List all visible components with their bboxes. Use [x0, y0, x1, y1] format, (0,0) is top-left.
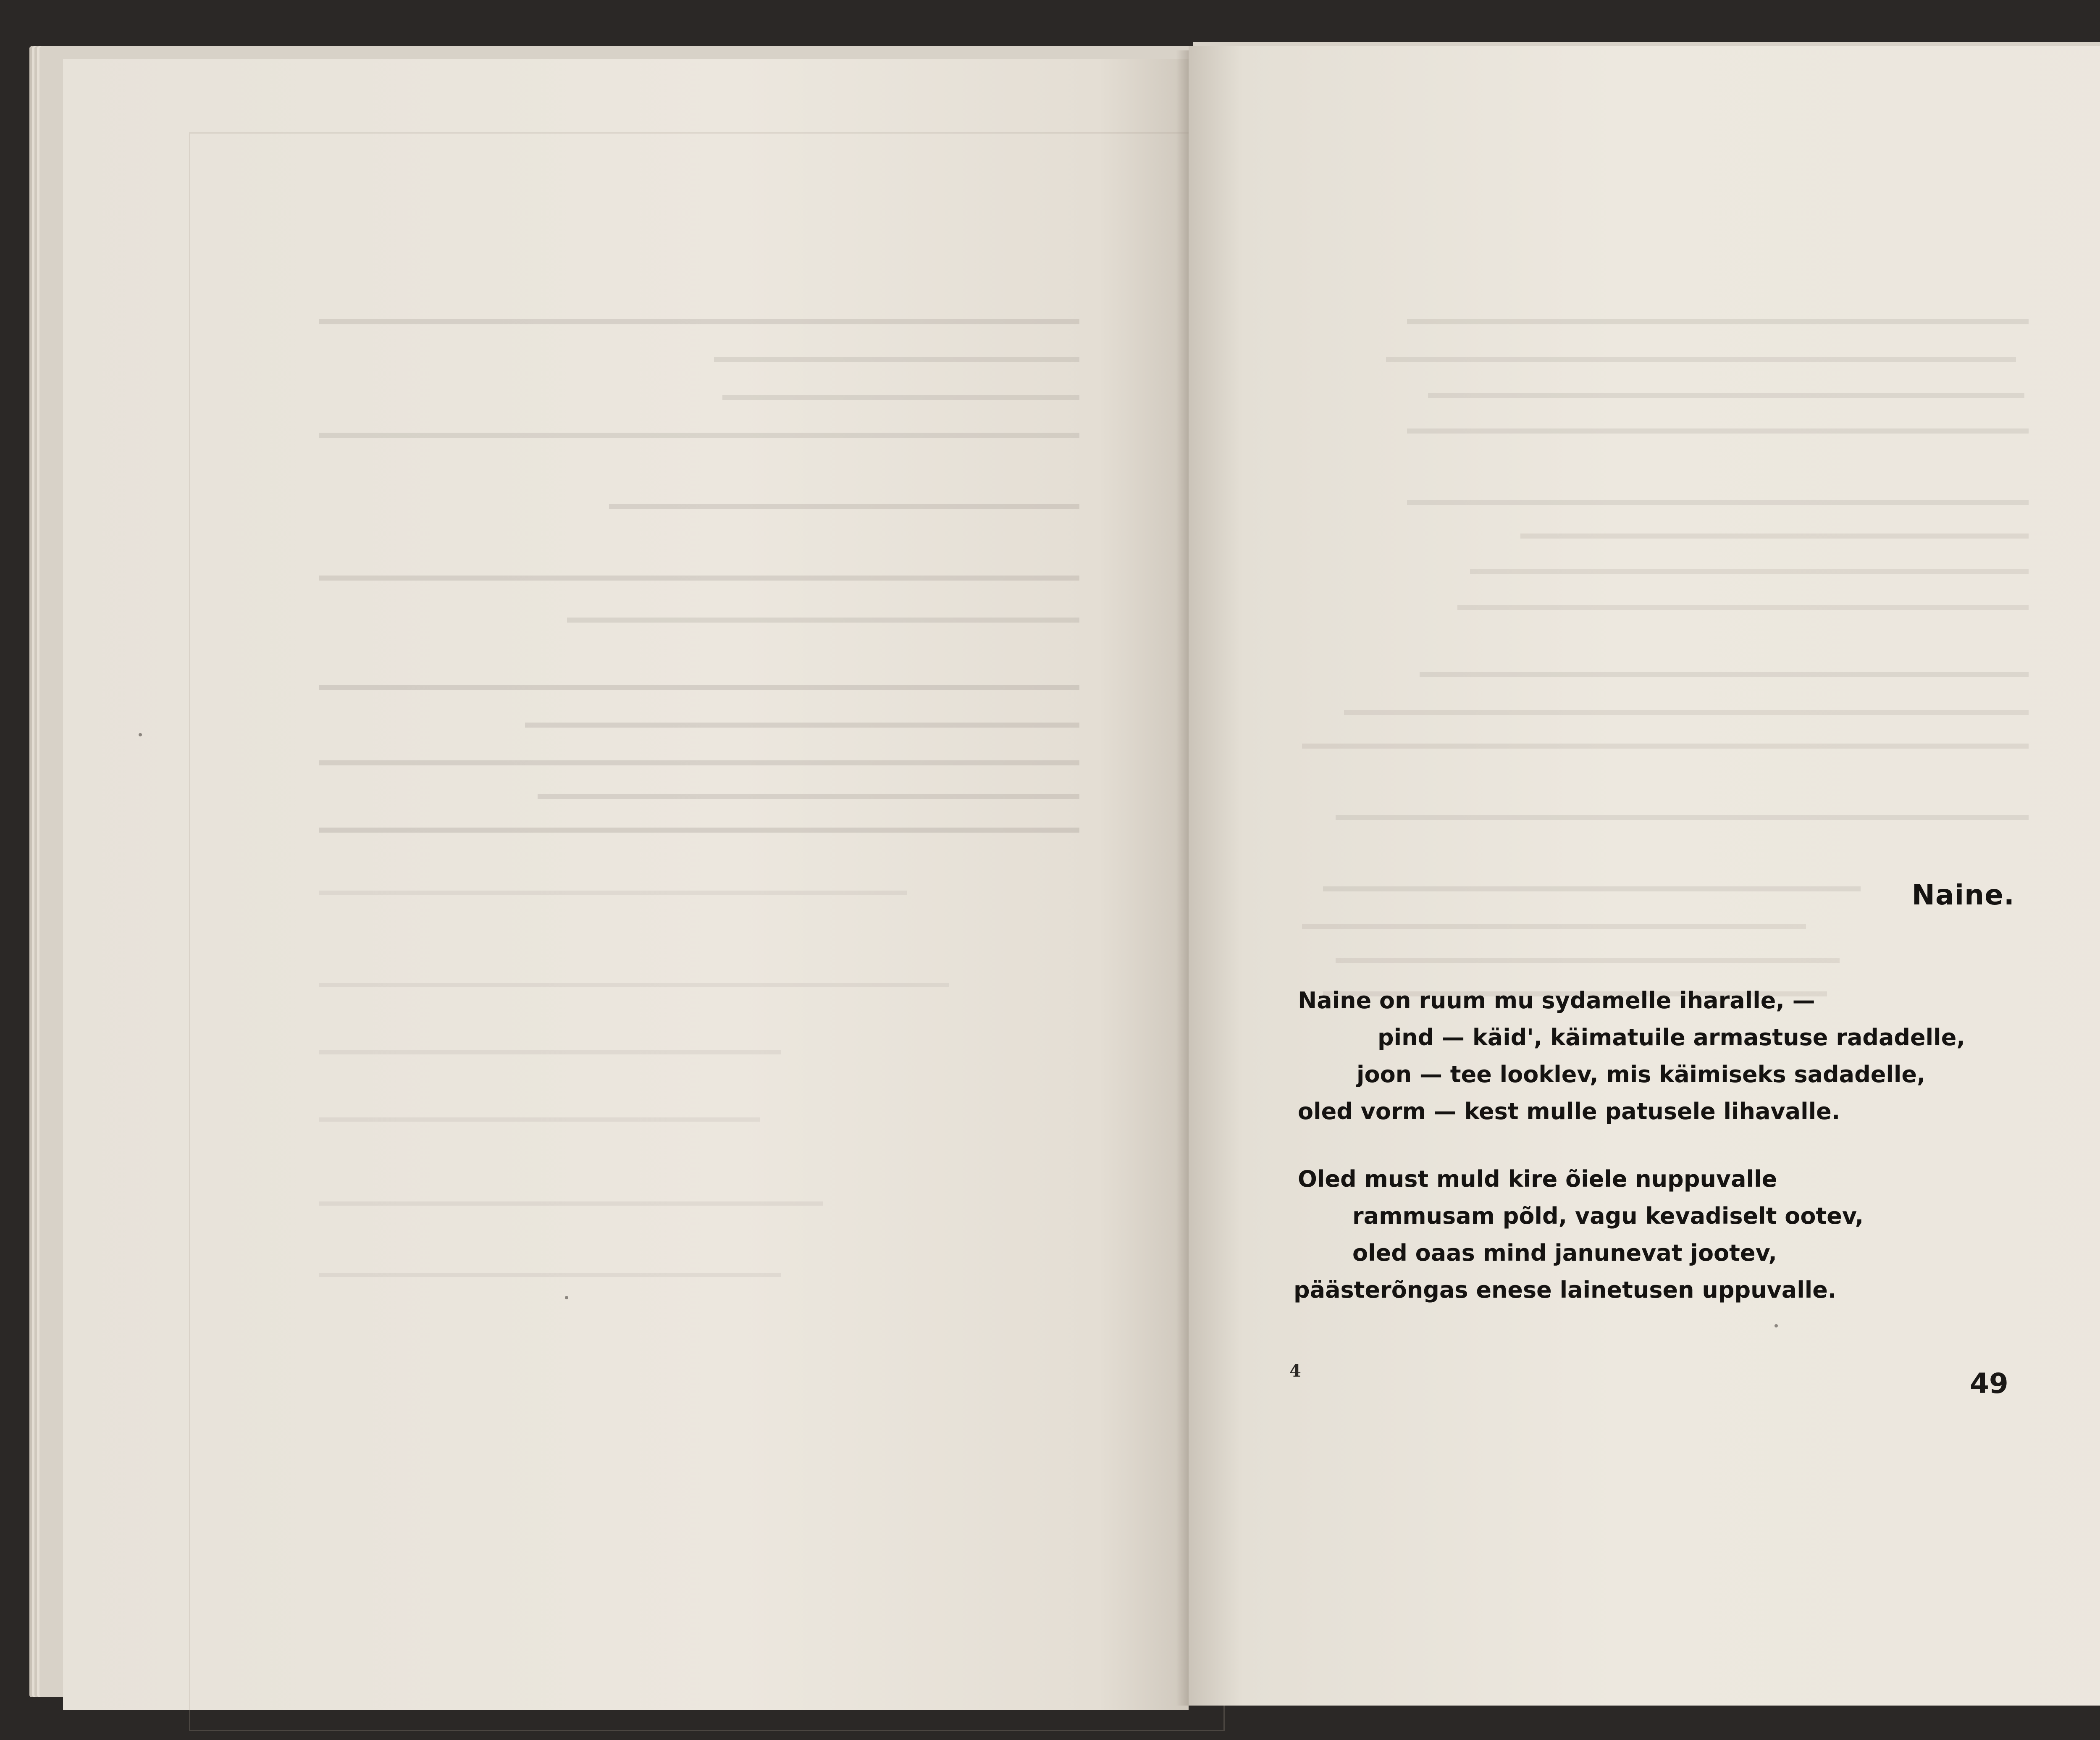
left-page-print-frame	[189, 132, 1225, 1731]
left-page	[63, 59, 1189, 1710]
poem-line: Oled must muld kire õiele nuppuvalle	[1298, 1166, 1777, 1192]
poem-line: päästerõngas enese lainetusen uppuvalle.	[1294, 1277, 1837, 1303]
poem-line: oled vorm — kest mulle patusele lihavalle.	[1298, 1098, 1840, 1125]
poem-line: pind — käid', käimatuile armastuse radadelle,	[1378, 1024, 1965, 1051]
poem-line: oled oaas mind janunevat jootev,	[1352, 1240, 1777, 1266]
paper-speck	[565, 1296, 568, 1299]
paper-speck	[1774, 1324, 1778, 1327]
poem-line: Naine on ruum mu sydamelle iharalle, —	[1298, 987, 1815, 1014]
poem-line: rammusam põld, vagu kevadiselt ootev,	[1352, 1203, 1864, 1229]
page-number: 49	[1970, 1367, 2008, 1400]
poem-line: joon — tee looklev, mis käimiseks sadadelle,	[1357, 1061, 1926, 1088]
signature-mark: 4	[1289, 1361, 1301, 1381]
poem-title: Naine.	[1911, 879, 2015, 911]
right-page	[1189, 46, 2100, 1706]
paper-speck	[139, 733, 142, 736]
